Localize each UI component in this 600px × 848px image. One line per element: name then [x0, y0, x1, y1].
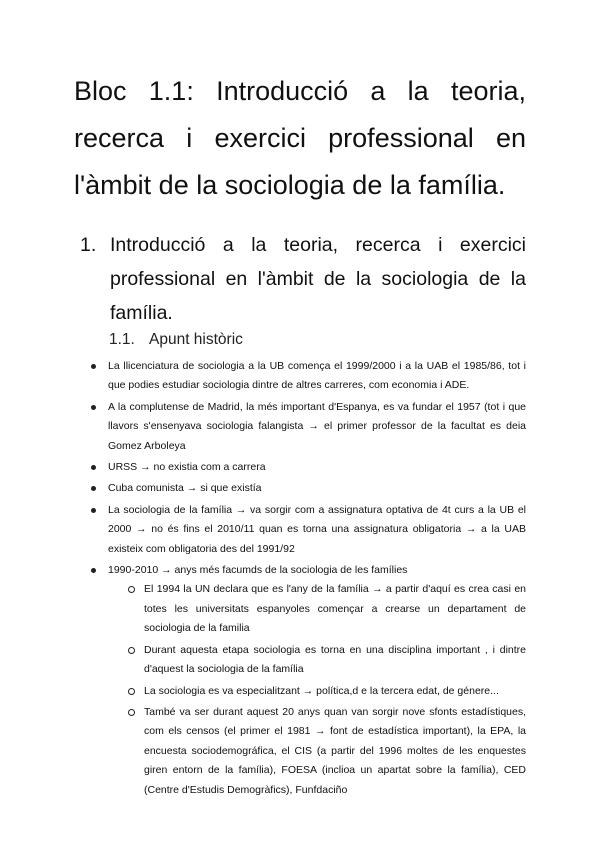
hollow-bullet-icon — [128, 709, 135, 716]
sub-list-item — [0, 703, 526, 800]
list-item — [0, 398, 526, 456]
bullet-icon — [91, 364, 96, 369]
bullet-list — [0, 357, 600, 802]
hollow-bullet-icon — [128, 688, 135, 695]
bullet-icon — [91, 405, 96, 410]
hollow-bullet-icon — [128, 647, 135, 654]
list-item — [0, 501, 526, 559]
hollow-bullet-icon — [128, 586, 135, 593]
list-item-text: URSS → no existia com a carrera — [108, 461, 266, 474]
sub-list-item-text: També va ser durant aquest 20 anys quan van sorgir nove sfonts estadístiques, com els censos (el primer el 1981 → font de estadística important), la EPA, la encuesta sociodemográfica, el CIS (a partir del 1996 moltes de les enquestes giren entorn de la família), FOESA (inclioa un apartat sobre la família), CED (Centre d'Estudis Demogràfics), Funfdaciño — [144, 705, 526, 796]
section-number: 1. — [80, 234, 97, 256]
list-item-text: Cuba comunista → si que existía — [108, 482, 262, 495]
list-item — [0, 479, 526, 498]
bullet-icon — [91, 465, 96, 470]
bullet-icon — [91, 486, 96, 491]
sub-list-item — [0, 682, 526, 701]
section-heading — [80, 228, 526, 330]
subsection-heading — [109, 330, 243, 350]
subsection-number: 1.1. — [109, 331, 135, 348]
list-item-text: La llicenciatura de sociologia a la UB comença el 1999/2000 i a la UAB el 1985/86, tot i que podies estudiar sociologia dintre de altres carreres, com economia i ADE. — [108, 360, 526, 392]
sub-bullet-list — [0, 580, 526, 799]
sub-list-item — [0, 580, 526, 638]
list-item — [0, 458, 526, 477]
section-title: Introducció a la teoria, recerca i exercici professional en l'àmbit de la sociologia de la família. — [110, 234, 526, 324]
bullet-icon — [91, 508, 96, 513]
sub-list-item-text: La sociologia es va especialitzant → política,d e la tercera edat, de génere... — [144, 684, 499, 697]
subsection-title: Apunt històric — [149, 331, 243, 348]
list-item-text: 1990-2010 → anys més facumds de la sociologia de les famílies — [108, 564, 408, 577]
list-item — [0, 357, 526, 396]
sub-list-item-text: El 1994 la UN declara que es l'any de la família → a partir d'aquí es crea casi en totes les universitats espanyoles començar a crearse un departament de sociologia de la familia — [144, 583, 526, 635]
list-item — [0, 561, 526, 800]
list-item-text: A la complutense de Madrid, la més important d'Espanya, es va fundar el 1957 (tot i que llavors s'ensenyava sociologia falangista → el primer professor de la facultat es deia Gomez Arboleya — [108, 400, 526, 452]
list-item-text: La sociologia de la família → va sorgir com a assignatura optativa de 4t curs a la UB el 2000 → no és fins el 2010/11 quan es torna una assignatura obligatoria → a la UAB existeix com obligatoria des del 1991/92 — [108, 503, 526, 555]
sub-list-item-text: Durant aquesta etapa sociologia es torna en una disciplina important , i dintre d'aquest la sociologia de la família — [144, 643, 526, 676]
sub-list-item — [0, 641, 526, 680]
bullet-icon — [91, 568, 96, 573]
document-title: Bloc 1.1: Introducció a la teoria, recerca i exercici professional en l'àmbit de la sociologia de la família. — [74, 76, 526, 200]
